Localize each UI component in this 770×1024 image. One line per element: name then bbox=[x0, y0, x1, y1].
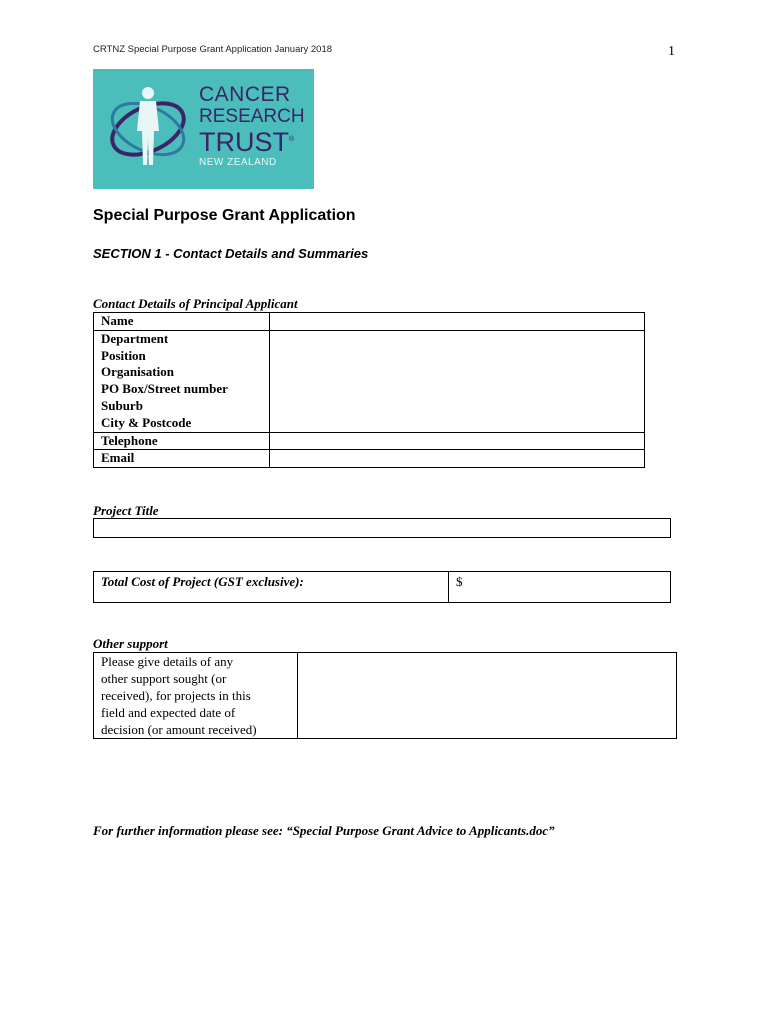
table-row bbox=[94, 653, 677, 739]
table-row bbox=[94, 330, 645, 432]
table-row bbox=[94, 432, 645, 450]
logo-line-3: TRUST® bbox=[199, 127, 295, 157]
support-instructions: Please give details of any other support sought (or received), for projects in this field and expected date of decision (or amount received) bbox=[94, 653, 298, 739]
address-label: PO Box/Street number bbox=[101, 381, 228, 397]
address-label: Department bbox=[101, 330, 169, 346]
logo-line-4: NEW ZEALAND bbox=[199, 157, 277, 168]
support-table bbox=[93, 652, 677, 739]
project-title-field[interactable] bbox=[93, 518, 671, 538]
name-field[interactable] bbox=[270, 313, 645, 331]
contact-table bbox=[93, 312, 645, 468]
contact-heading: Contact Details of Principal Applicant bbox=[93, 296, 298, 311]
footer-note: For further information please see: “Special Purpose Grant Advice to Applicants.doc” bbox=[93, 823, 555, 838]
support-field[interactable] bbox=[298, 653, 677, 739]
address-label: City & Postcode bbox=[101, 414, 192, 430]
page-number: 1 bbox=[668, 44, 675, 59]
document-title: Special Purpose Grant Application bbox=[93, 207, 356, 224]
table-row bbox=[94, 313, 645, 331]
logo-line-1: CANCER bbox=[199, 83, 291, 106]
name-label: Name bbox=[94, 313, 270, 331]
telephone-label: Telephone bbox=[94, 432, 270, 450]
logo-figure-icon bbox=[93, 69, 203, 189]
cost-field[interactable]: $ bbox=[449, 572, 671, 603]
address-labels bbox=[94, 330, 270, 432]
page-header: CRTNZ Special Purpose Grant Application January 2018 bbox=[93, 44, 333, 55]
address-label: Organisation bbox=[101, 364, 174, 380]
project-title-heading: Project Title bbox=[93, 503, 159, 518]
section-title: SECTION 1 - Contact Details and Summaries bbox=[93, 246, 369, 261]
address-label: Position bbox=[101, 347, 146, 363]
logo-line-2: RESEARCH bbox=[199, 106, 305, 127]
address-field[interactable] bbox=[270, 330, 645, 432]
cost-table bbox=[93, 571, 671, 603]
other-support-heading: Other support bbox=[93, 636, 168, 651]
telephone-field[interactable] bbox=[270, 432, 645, 450]
email-field[interactable] bbox=[270, 450, 645, 468]
cost-label: Total Cost of Project (GST exclusive): bbox=[94, 572, 449, 603]
table-row bbox=[94, 572, 671, 603]
logo bbox=[93, 69, 314, 189]
email-label: Email bbox=[94, 450, 270, 468]
table-row bbox=[94, 450, 645, 468]
address-label: Suburb bbox=[101, 397, 143, 413]
